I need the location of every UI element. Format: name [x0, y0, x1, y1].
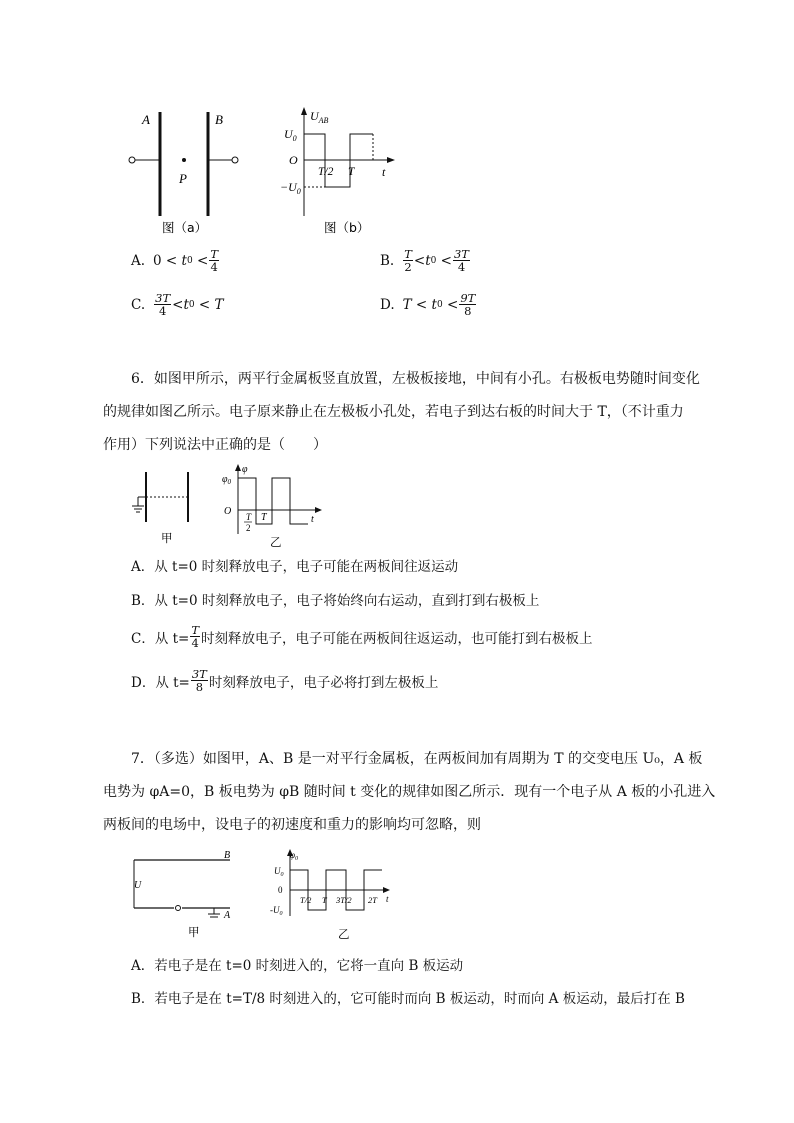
- q7-option-a[interactable]: A．若电子是在 t=0 时刻进入的，它将一直向 B 板运动: [131, 958, 464, 974]
- q5-figure-b: [280, 104, 400, 238]
- q7-figure-yi: [268, 846, 398, 942]
- point-p-label: P: [179, 171, 187, 186]
- figure-a-caption: 图（a）: [162, 220, 208, 235]
- svg-text:A: A: [224, 910, 231, 921]
- q7-caption-jia: 甲: [188, 925, 200, 939]
- svg-text:φ0: $\varphi_0$: [290, 850, 298, 862]
- svg-text:3T/2: 3T/2: [336, 895, 352, 905]
- svg-text:-U0: $-U_0$: [270, 905, 283, 917]
- svg-text:T: T: [246, 512, 252, 522]
- q5-option-c[interactable]: C. $\frac{3T}{4}$ < t 0 < T: [131, 291, 224, 319]
- svg-text:−U0: $-U_0$: [280, 180, 301, 196]
- svg-text:0: 0: [278, 885, 283, 895]
- q6-figure-yi: [220, 462, 325, 552]
- q7-caption-yi: 乙: [338, 927, 350, 941]
- q6-option-c[interactable]: C．从 t= $\frac{T}{4}$ 时刻释放电子，电子可能在两板间往返运动，也可能打到右极板上: [131, 623, 593, 651]
- svg-text:t: t: [386, 894, 389, 904]
- q5-figure-a: [120, 108, 250, 238]
- q5-option-a[interactable]: A. 0 < t 0 < $\frac{T}{4}$: [131, 247, 218, 275]
- svg-text:t: t: [382, 165, 386, 179]
- svg-text:U0: $U_0$: [274, 866, 284, 878]
- svg-text:U: U: [134, 880, 142, 891]
- svg-text:T: T: [322, 895, 327, 905]
- q6-option-d[interactable]: D．从 t= $\frac{3T}{8}$ 时刻释放电子，电子必将打到左极板上: [131, 667, 439, 695]
- q6-caption-jia: 甲: [161, 531, 173, 545]
- svg-text:t: t: [311, 514, 314, 525]
- q6-stem-line1: 6．如图甲所示，两平行金属板竖直放置，左极板接地，中间有小孔。右极板电势随时间变化: [131, 371, 700, 387]
- svg-text:UAB: $U_{AB}$: [310, 109, 329, 125]
- q5-option-d[interactable]: D. T < t 0 < $\frac{9T}{8}$: [380, 291, 476, 319]
- q6-option-a[interactable]: A．从 t=0 时刻释放电子，电子可能在两板间往返运动: [131, 559, 459, 575]
- svg-text:φ0: $\varphi_0$: [222, 474, 232, 486]
- svg-text:2T: 2T: [368, 895, 377, 905]
- svg-text:U0: $U_0$: [284, 127, 297, 143]
- svg-text:φ: φ: [242, 464, 248, 475]
- q6-stem-line2: 的规律如图乙所示。电子原来静止在左极板小孔处，若电子到达右板的时间大于 T，（不计重力: [103, 404, 684, 420]
- q6-caption-yi: 乙: [270, 535, 282, 549]
- q5-option-b[interactable]: B. $\frac{T}{2}$ < t 0 < $\frac{3T}{4}$: [380, 247, 469, 275]
- plate-a-label: A: [142, 112, 150, 127]
- svg-text:O: O: [289, 153, 298, 167]
- q6-stem-line3: 作用）下列说法中正确的是（ ）: [103, 437, 327, 453]
- q7-option-b[interactable]: B．若电子是在 t=T/8 时刻进入的，它可能时而向 B 板运动，时而向 A 板运动，最后打在 B: [131, 991, 685, 1007]
- q7-stem-line1: 7．（多选）如图甲，A、B 是一对平行金属板，在两板间加有周期为 T 的交变电压 U₀，A 板: [131, 751, 703, 767]
- svg-text:B: B: [224, 850, 231, 861]
- q7-stem-line2: 电势为 φA=0，B 板电势为 φB 随时间 t 变化的规律如图乙所示．现有一个电子从 A 板的小孔进入: [103, 784, 716, 800]
- q6-option-b[interactable]: B．从 t=0 时刻释放电子，电子将始终向右运动，直到打到右极板上: [131, 593, 540, 609]
- q6-figure-jia: [124, 468, 204, 548]
- svg-text:T/2: T/2: [318, 166, 334, 178]
- q7-figure-jia: [124, 848, 244, 940]
- svg-text:O: O: [224, 506, 232, 517]
- svg-text:2: 2: [246, 523, 251, 533]
- svg-text:T: T: [348, 166, 355, 178]
- svg-text:T/2: T/2: [300, 895, 312, 905]
- svg-text:T: T: [261, 512, 267, 523]
- q7-stem-line3: 两板间的电场中，设电子的初速度和重力的影响均可忽略，则: [103, 817, 481, 833]
- figure-b-caption: 图（b）: [324, 220, 370, 235]
- plate-b-label: B: [215, 112, 223, 127]
